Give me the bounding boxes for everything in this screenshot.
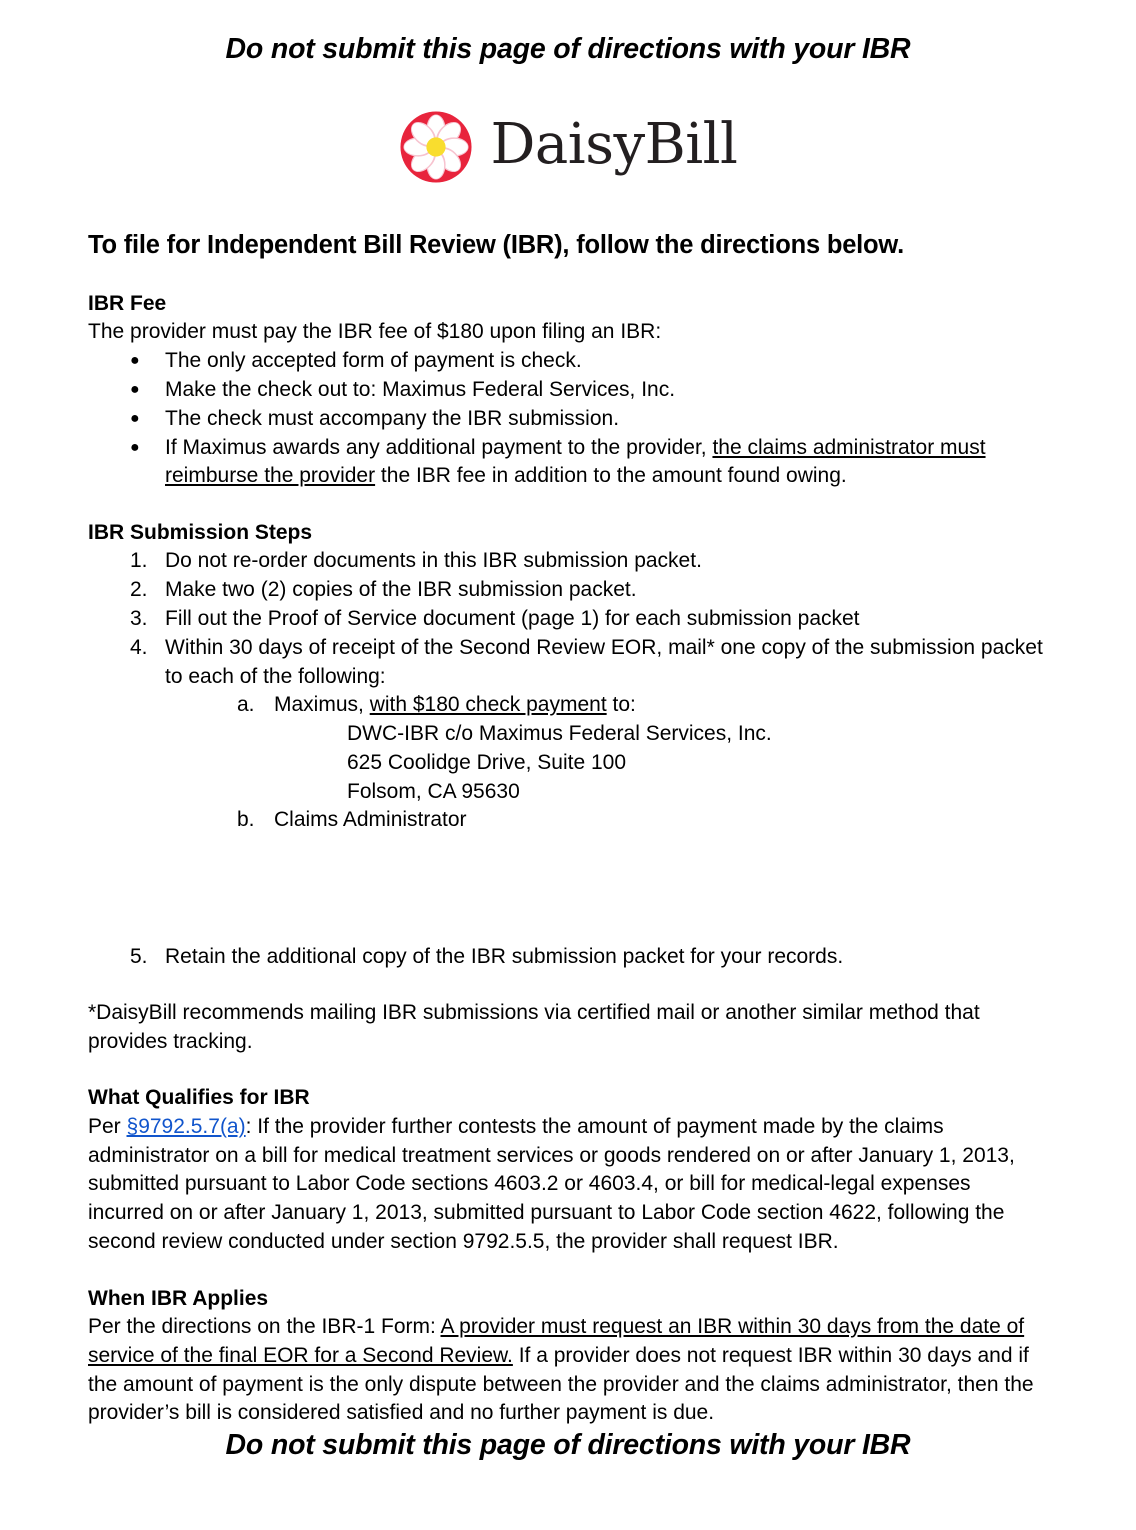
list-marker: 4. <box>130 635 148 659</box>
bullet-icon: ● <box>130 438 140 456</box>
page-title: To file for Independent Bill Review (IBR), follow the directions below. <box>88 231 905 260</box>
submission-substeps-list <box>165 691 1048 835</box>
text-fragment: Per the directions on the IBR-1 Form: <box>88 1315 441 1338</box>
text-fragment: If a provider does not request IBR within 30 days and if the amount of payment is the only dispute between the provider and the claims administrator, then the provider’s bill is considered satisfied and no further payment is due. <box>88 1343 1034 1425</box>
bottom-banner-warning: Do not submit this page of directions with your IBR <box>225 1429 911 1461</box>
list-marker: 3. <box>130 606 148 630</box>
address-line: Folsom, CA 95630 <box>347 779 520 803</box>
regulation-link[interactable]: §9792.5.7(a) <box>126 1114 246 1138</box>
emphasized-text: A provider must request an IBR within 30 days from the date of service of the final EOR for a Second Review. <box>88 1315 1025 1367</box>
list-item <box>88 434 1048 492</box>
section-heading-ibr-fee: IBR Fee <box>88 292 167 316</box>
address-line: 625 Coolidge Drive, Suite 100 <box>347 750 627 774</box>
list-item <box>88 347 1048 376</box>
list-item <box>237 691 1048 806</box>
text-fragment: to: <box>606 693 636 717</box>
ibr-fee-bullet-list <box>88 347 1048 491</box>
text-fragment: : If the provider further contests the amount of payment made by the claims administrator on a bill for medical treatment services or goods rendered on or after January 1, 2013, submitted pursuant to Labor Code sections 4603.2 or 4603.4, or bill for medical-legal expenses incurred on or after January 1, 2013, submitted pursuant to Labor Code section 4622, following the second review conducted under section 9792.5.5, the provider shall request IBR. <box>88 1114 1015 1253</box>
list-marker: a. <box>237 693 255 717</box>
list-marker: 5. <box>130 945 148 969</box>
address-line: DWC-IBR c/o Maximus Federal Services, Inc. <box>347 722 772 746</box>
bullet-icon: ● <box>130 409 140 427</box>
list-item <box>88 547 1048 576</box>
bullet-icon: ● <box>130 380 140 398</box>
list-marker: 1. <box>130 549 148 573</box>
list-item-text <box>165 436 986 488</box>
what-qualifies-paragraph <box>88 1113 1048 1257</box>
daisybill-wordmark: DaisyBill <box>490 112 738 178</box>
list-item <box>237 806 1048 835</box>
list-item-text: Make the check out to: Maximus Federal Services, Inc. <box>165 377 676 401</box>
list-item-text: Retain the additional copy of the IBR submission packet for your records. <box>165 945 844 969</box>
text-fragment: If Maximus awards any additional payment to the provider, <box>165 435 713 459</box>
text-fragment: the IBR fee in addition to the amount found owing. <box>375 464 847 488</box>
list-item-text: Within 30 days of receipt of the Second Review EOR, mail* one copy of the submission packet to each of the following: <box>165 635 1043 688</box>
section-heading-submission-steps: IBR Submission Steps <box>88 521 313 545</box>
emphasized-text: with $180 check payment <box>369 693 607 717</box>
list-item-text: Fill out the Proof of Service document (page 1) for each submission packet <box>165 606 860 630</box>
list-item-text: Claims Administrator <box>274 808 467 832</box>
submission-steps-list <box>88 547 1048 835</box>
list-item <box>88 634 1048 835</box>
list-marker: b. <box>237 808 255 832</box>
emphasized-text: the claims administrator must reimburse the provider <box>165 435 986 488</box>
list-item-text: Do not re-order documents in this IBR submission packet. <box>165 549 702 573</box>
list-marker: 2. <box>130 578 148 602</box>
text-fragment: Per <box>88 1114 127 1138</box>
mailing-method-note: *DaisyBill recommends mailing IBR submissions via certified mail or another similar method that provides tracking. <box>88 1000 980 1053</box>
daisy-flower-icon <box>399 110 473 184</box>
list-item <box>88 576 1048 605</box>
section-heading-when-applies: When IBR Applies <box>88 1286 269 1310</box>
bullet-icon: ● <box>130 352 140 370</box>
daisybill-logo <box>88 110 1048 184</box>
list-item-text: Make two (2) copies of the IBR submission packet. <box>165 578 637 602</box>
list-item <box>88 943 1048 972</box>
list-item <box>88 405 1048 434</box>
top-banner-warning: Do not submit this page of directions with your IBR <box>225 33 911 65</box>
list-item-text: The only accepted form of payment is check. <box>165 349 582 373</box>
list-item <box>88 605 1048 634</box>
section-heading-what-qualifies: What Qualifies for IBR <box>88 1086 310 1110</box>
list-item <box>88 376 1048 405</box>
when-applies-paragraph <box>88 1313 1048 1428</box>
maximus-mailing-address <box>274 720 1048 806</box>
list-item-text <box>274 693 636 716</box>
list-item-text: The check must accompany the IBR submission. <box>165 406 620 430</box>
text-fragment: Maximus, <box>274 693 370 717</box>
submission-final-step-list <box>88 943 1048 972</box>
ibr-fee-intro: The provider must pay the IBR fee of $180 upon filing an IBR: <box>88 320 662 344</box>
